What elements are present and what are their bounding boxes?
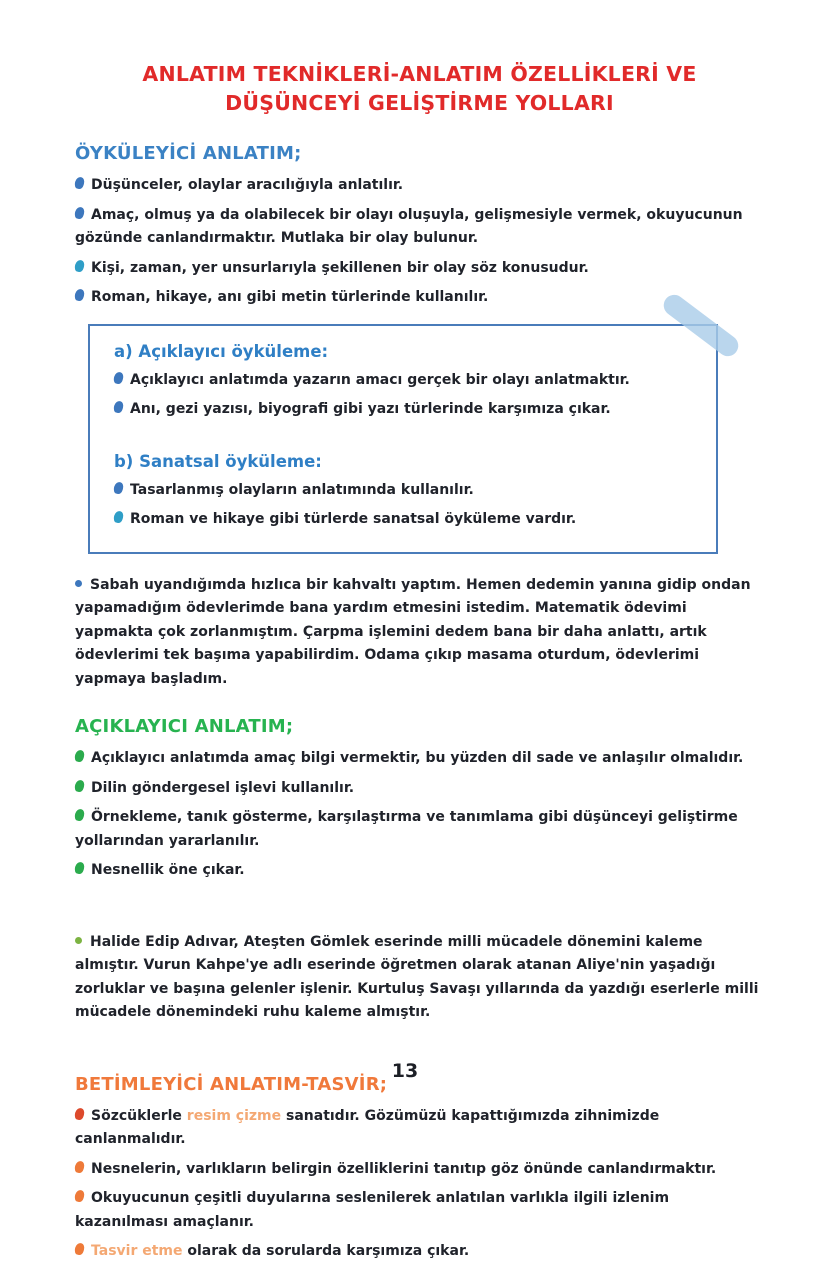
spacer — [75, 889, 764, 913]
section-narrative-heading: ÖYKÜLEYİCİ ANLATIM; — [75, 143, 302, 164]
dot-bullet-icon — [75, 937, 82, 944]
bullet-marker-icon — [74, 206, 86, 220]
bullet-marker-icon — [74, 808, 86, 822]
list-item — [75, 204, 764, 251]
list-item — [75, 859, 764, 883]
list-item — [75, 1105, 764, 1152]
list-item — [114, 479, 696, 503]
section-descriptive-heading: BETİMLEYİCİ ANLATIM-TASVİR; — [75, 1073, 388, 1095]
bullet-marker-icon — [74, 176, 86, 190]
example-text: Halide Edip Adıvar, Ateşten Gömlek eserinde milli mücadele dönemini kaleme almıştır. Vurun Kahpe'ye adlı eserinde öğretmen olarak atanan Aliye'nin yaşadığı zorluklar ve başına gelenler işlenir. Kurtuluş Savaşı yıllarında da yazdığı eserlerle milli mücadele dönemindeki ruhu kaleme almıştır. — [75, 933, 759, 1020]
bullet-marker-icon — [74, 861, 86, 875]
list-item-text-post: olarak da sorularda karşımıza çıkar. — [182, 1243, 470, 1259]
narrative-subtypes-box — [88, 324, 718, 554]
list-item-text: Anı, gezi yazısı, biyografi gibi yazı türlerinde karşımıza çıkar. — [130, 401, 611, 417]
list-item-text: Okuyucunun çeşitli duyularına seslenilerek anlatılan varlıkla ilgili izlenim kazanılması amaçlanır. — [75, 1190, 670, 1230]
highlighted-term: resim çizme — [186, 1107, 282, 1124]
list-item-text: Nesnellik öne çıkar. — [91, 862, 245, 878]
bullet-marker-icon — [74, 259, 86, 273]
list-item — [114, 369, 696, 393]
list-item — [75, 747, 764, 771]
list-item — [75, 286, 764, 310]
list-item-text: Tasarlanmış olayların anlatımında kullanılır. — [130, 481, 474, 498]
bullet-marker-icon — [74, 749, 86, 763]
bullet-marker-icon — [74, 1107, 86, 1121]
bullet-marker-icon — [113, 481, 125, 495]
list-item-text: Nesnelerin, varlıkların belirgin özelliklerini tanıtıp göz önünde canlandırmaktır. — [91, 1160, 717, 1177]
bullet-marker-icon — [74, 1189, 86, 1203]
list-item — [75, 1158, 764, 1182]
page-number: 13 — [391, 1060, 419, 1082]
list-item-text: Açıklayıcı anlatımda amaç bilgi vermektir, bu yüzden dil sade ve anlaşılır olmalıdır. — [91, 750, 744, 766]
example-paragraph-narrative — [75, 574, 764, 692]
bullet-marker-icon — [74, 288, 86, 302]
dot-bullet-icon — [75, 580, 82, 587]
list-item-text: Amaç, olmuş ya da olabilecek bir olayı oluşuyla, gelişmesiyle vermek, okuyucunun gözünde canlandırmaktır. Mutlaka bir olay bulunur. — [75, 206, 743, 246]
list-item-text: Düşünceler, olaylar aracılığıyla anlatılır. — [91, 177, 404, 193]
list-item — [114, 398, 696, 422]
list-item-text: Roman ve hikaye gibi türlerde sanatsal öyküleme vardır. — [130, 511, 577, 527]
subtype-a-heading: a) Açıklayıcı öyküleme: — [114, 341, 329, 361]
list-item-text: Roman, hikaye, anı gibi metin türlerinde kullanılır. — [91, 289, 489, 305]
bullet-marker-icon — [74, 1242, 86, 1256]
list-item-text: Açıklayıcı anlatımda yazarın amacı gerçek bir olayı anlatmaktır. — [130, 371, 630, 388]
list-item — [75, 777, 764, 801]
list-item — [75, 1240, 764, 1264]
bullet-marker-icon — [74, 1160, 86, 1174]
list-item — [114, 508, 696, 532]
bullet-marker-icon — [74, 779, 86, 793]
list-item — [75, 174, 764, 198]
example-paragraph-expository — [75, 931, 764, 1025]
highlighted-term: Tasvir etme — [91, 1243, 183, 1259]
list-item-text-post: sanatıdır. Gözümüzü kapattığımızda zihnimizde canlanmalıdır. — [75, 1107, 660, 1147]
bullet-marker-icon — [113, 510, 125, 524]
page-title-line2: DÜŞÜNCEYİ GELİŞTİRME YOLLARI — [225, 91, 614, 115]
bullet-marker-icon — [113, 371, 125, 385]
section-expository — [75, 715, 764, 883]
subtype-b-heading: b) Sanatsal öyküleme: — [114, 451, 322, 471]
list-item — [75, 1187, 764, 1234]
list-item-text-pre: Sözcüklerle — [91, 1107, 187, 1124]
section-narrative — [75, 142, 764, 310]
list-item-text: Kişi, zaman, yer unsurlarıyla şekillenen bir olay söz konusudur. — [91, 259, 589, 276]
section-descriptive — [75, 1073, 764, 1264]
example-text: Sabah uyandığımda hızlıca bir kahvaltı yaptım. Hemen dedemin yanına gidip ondan yapamadığım ödevlerimde bana yardım etmesini istedim. Matematik ödevimi yapmakta çok zorlanmıştım. Çarpma işlemini dedem bana bir daha anlattı, artık ödevlerimi tek başıma yapabilirdim. Odama çıkıp masama oturdum, ödevlerimi yapmaya başladım. — [75, 576, 751, 687]
list-item-text: Dilin göndergesel işlevi kullanılır. — [91, 779, 355, 796]
list-item — [75, 257, 764, 281]
section-expository-heading: AÇIKLAYICI ANLATIM; — [75, 716, 294, 737]
spacer — [114, 428, 696, 448]
bullet-marker-icon — [113, 400, 125, 414]
list-item-text: Örnekleme, tanık gösterme, karşılaştırma ve tanımlama gibi düşünceyi geliştirme yollarından yararlanılır. — [75, 809, 738, 849]
list-item — [75, 806, 764, 853]
page-title — [75, 60, 764, 118]
page-title-line1: ANLATIM TEKNİKLERİ-ANLATIM ÖZELLİKLERİ VE — [142, 62, 697, 86]
